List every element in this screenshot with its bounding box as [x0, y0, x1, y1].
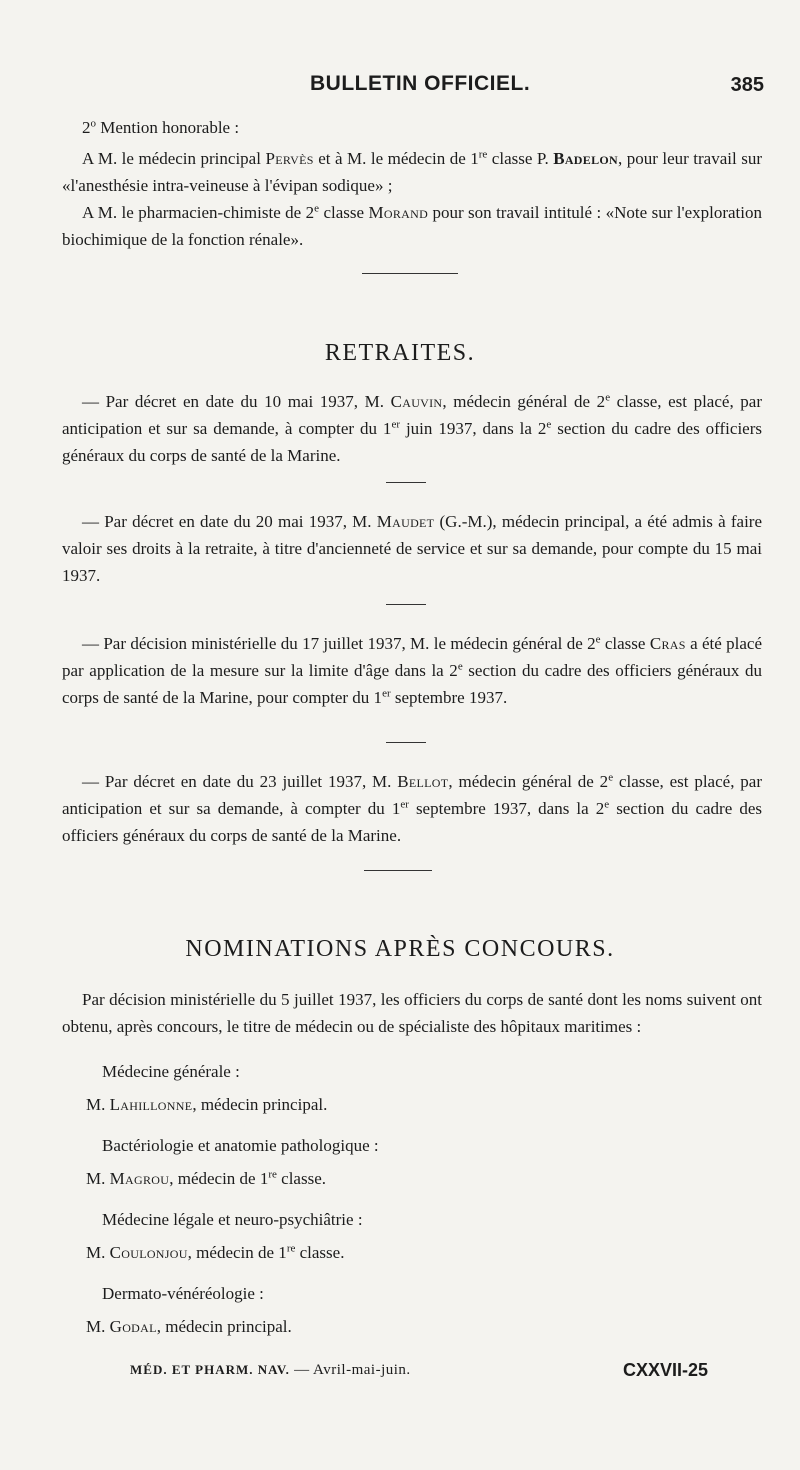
superscript: re: [268, 1168, 277, 1181]
person-name: Maudet: [376, 512, 435, 531]
text-run: classe P.: [487, 149, 554, 168]
mention-paragraph-2: [62, 199, 762, 253]
specialty-heading: Médecine générale :: [102, 1062, 240, 1081]
text-run: a été placé par application de la mesure sur la limite d'âge dans la 2: [62, 634, 763, 680]
text-run: classe, est placé, par anticipation et sur sa demande, à compter du 1: [62, 392, 762, 438]
text-run: , médecin principal.: [192, 1095, 328, 1114]
mention-paragraph-1: [62, 145, 762, 199]
superscript: e: [314, 202, 320, 215]
page-number: 385: [730, 74, 764, 96]
page-footer: [0, 1360, 800, 1390]
issue-period: Avril-mai-juin.: [313, 1362, 411, 1378]
text-run: juin 1937, dans la 2: [399, 419, 547, 438]
text-run: classe.: [276, 1169, 326, 1188]
page-header: [0, 72, 800, 108]
text-run: M.: [86, 1169, 110, 1188]
person-name: Cras: [649, 634, 686, 653]
superscript: e: [605, 391, 611, 404]
superscript: er: [391, 418, 400, 431]
section-divider: [364, 870, 432, 871]
text-run: — Par décret en date du 10 mai 1937, M.: [82, 392, 391, 411]
heading-text: Mention honorable :: [96, 118, 240, 137]
text-run: septembre 1937, dans la 2: [408, 799, 605, 818]
superscript: er: [400, 798, 409, 811]
specialty-heading: Dermato-vénéréologie :: [102, 1284, 264, 1303]
text-run: , médecin de 1: [187, 1243, 287, 1262]
specialty-heading: Bactériologie et anatomie pathologique :: [102, 1136, 379, 1155]
retraite-entry-1: [62, 388, 762, 469]
text-run: section du cadre des officiers généraux du corps de santé de la Marine.: [62, 419, 762, 465]
mention-section: [62, 114, 762, 253]
text-run: M.: [86, 1095, 110, 1114]
separator: —: [289, 1362, 314, 1378]
text-run: A M. le médecin principal: [82, 149, 266, 168]
nominations-intro: Par décision ministérielle du 5 juillet 1937, les officiers du corps de santé dont les noms suivent ont obtenu, après concours, le titre de médecin ou de spécialiste des hôpitaux maritimes :: [62, 990, 762, 1036]
text-run: M.: [86, 1317, 110, 1336]
superscript: re: [286, 1242, 296, 1255]
retraites-title: RETRAITES.: [324, 340, 476, 366]
person-name: Bellot: [397, 772, 449, 791]
nominations-title: NOMINATIONS APRÈS CONCOURS.: [185, 936, 615, 962]
person-name: Godal: [109, 1317, 157, 1336]
text-run: , pour leur travail sur «l'anesthésie intra-veineuse à l'évipan sodique» ;: [62, 149, 762, 195]
superscript: e: [546, 418, 552, 431]
text-run: — Par décret en date du 20 mai 1937, M.: [82, 512, 377, 531]
person-name: Badelon: [553, 149, 618, 168]
section-divider: [362, 273, 458, 274]
retraite-entry-3: [62, 630, 762, 711]
superscript: e: [595, 633, 601, 646]
person-name: Morand: [368, 203, 429, 222]
running-title: BULLETIN OFFICIEL.: [310, 72, 531, 95]
text-run: section du cadre des officiers généraux du corps de santé de la Marine.: [62, 799, 762, 845]
journal-name: MÉD. ET PHARM. NAV.: [130, 1362, 290, 1377]
entry-divider: [386, 604, 426, 605]
retraite-entry-2: [62, 508, 762, 589]
journal-reference: [130, 1362, 411, 1379]
text-run: classe: [600, 634, 650, 653]
text-run: et à M. le médecin de 1: [313, 149, 479, 168]
nominee: [86, 1239, 762, 1266]
text-run: , médecin général de 2: [448, 772, 609, 791]
nominee: [86, 1091, 762, 1118]
nominee: [86, 1165, 762, 1192]
specialty-heading: Médecine légale et neuro-psychiâtrie :: [102, 1210, 363, 1229]
heading-number: 2: [82, 118, 91, 137]
entry-divider: [386, 742, 426, 743]
text-run: classe, est placé, par anticipation et sur sa demande, à compter du 1: [62, 772, 762, 818]
text-run: — Par décision ministérielle du 17 juillet 1937, M. le médecin général de 2: [82, 634, 596, 653]
person-name: Pervès: [265, 149, 314, 168]
text-run: — Par décret en date du 23 juillet 1937, M.: [82, 772, 398, 791]
entry-divider: [386, 482, 426, 483]
retraite-entry-4: [62, 768, 762, 849]
person-name: Magrou: [109, 1169, 170, 1188]
text-run: classe: [319, 203, 369, 222]
text-run: , médecin de 1: [169, 1169, 269, 1188]
volume-signature: CXXVII-25: [622, 1360, 708, 1380]
superscript: e: [608, 771, 614, 784]
text-run: septembre 1937.: [390, 688, 508, 707]
superscript: re: [478, 148, 488, 161]
text-run: (G.-M.), médecin principal, a été admis à faire valoir ses droits à la retraite, à titre d'ancienneté de service et sur sa demande, pour compte du 15 mai 1937.: [62, 512, 763, 585]
person-name: Cauvin: [390, 392, 443, 411]
text-run: pour son travail intitulé : «Note sur l'exploration biochimique de la fonction rénale».: [62, 203, 762, 249]
superscript: e: [604, 798, 610, 811]
person-name: Coulonjou: [109, 1243, 188, 1262]
text-run: , médecin général de 2: [442, 392, 606, 411]
heading-sup: o: [90, 117, 96, 130]
text-run: A M. le pharmacien-chimiste de 2: [82, 203, 315, 222]
nominee: [86, 1313, 762, 1340]
mention-heading: [82, 114, 762, 141]
person-name: Lahillonne: [109, 1095, 193, 1114]
text-run: , médecin principal.: [156, 1317, 292, 1336]
text-run: classe.: [295, 1243, 345, 1262]
nominations-section: [62, 986, 762, 1340]
text-run: section du cadre des officiers généraux du corps de santé de la Marine, pour compter du 1: [62, 661, 762, 707]
superscript: e: [457, 660, 463, 673]
text-run: M.: [86, 1243, 110, 1262]
superscript: er: [382, 687, 391, 700]
